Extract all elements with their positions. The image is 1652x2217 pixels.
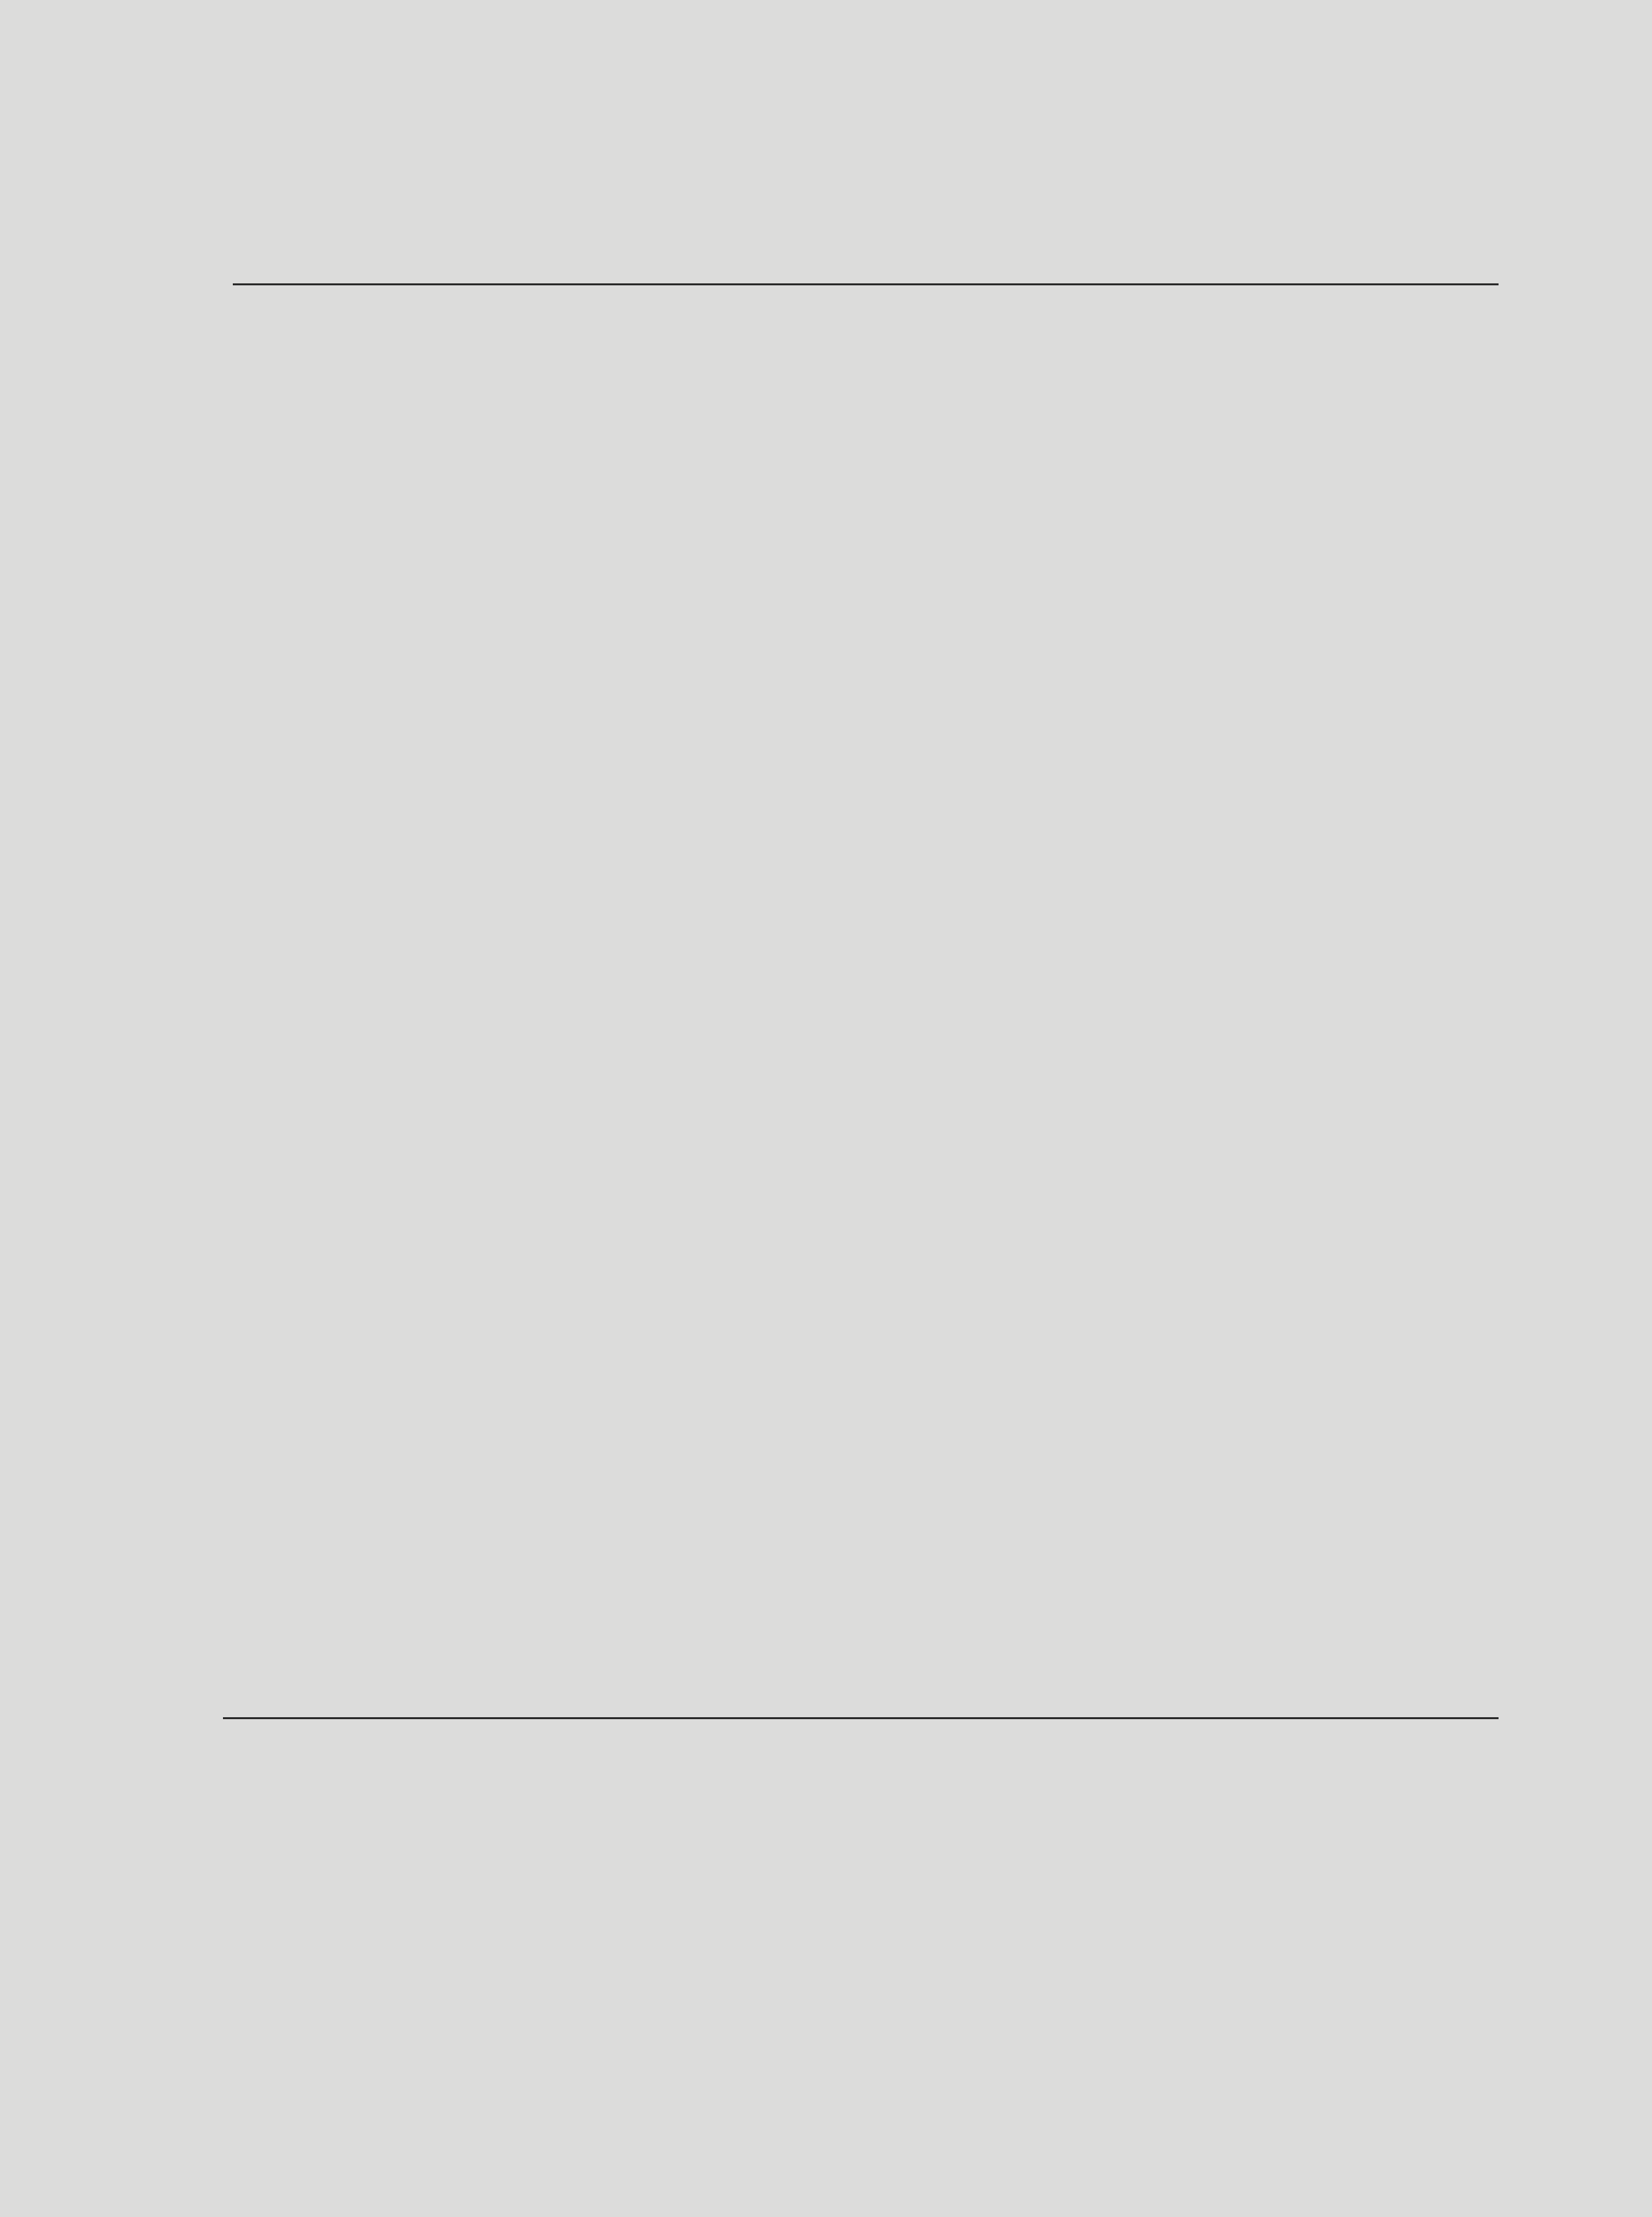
top-rule: [233, 283, 1499, 285]
figure-title: [334, 182, 538, 216]
bottom-rule: [223, 1717, 1499, 1719]
